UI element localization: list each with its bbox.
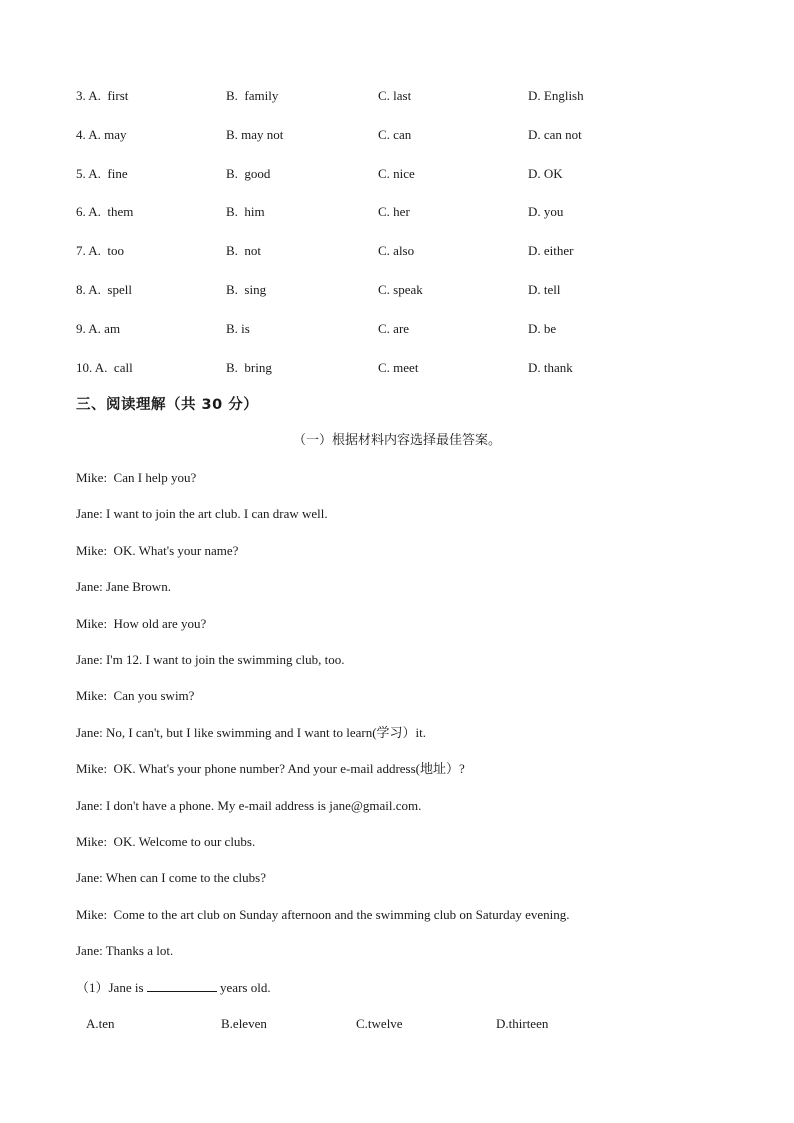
dialogue-line: Mike: How old are you? — [76, 616, 207, 631]
option-a: 4. A. may — [76, 127, 127, 142]
question-option-b: B.eleven — [221, 1016, 267, 1031]
dialogue-line: Mike: OK. What's your name? — [76, 543, 239, 558]
option-b: B. bring — [226, 360, 272, 375]
option-a: 5. A. fine — [76, 166, 128, 181]
dialogue-line: Jane: I don't have a phone. My e-mail address is jane@gmail.com. — [76, 798, 422, 813]
dialogue-line: Jane: When can I come to the clubs? — [76, 870, 266, 885]
dialogue-line: Mike: OK. What's your phone number? And your e-mail address(地址）? — [76, 761, 465, 776]
question-option-c: C.twelve — [356, 1016, 403, 1031]
section-subtitle: （一）根据材料内容选择最佳答案。 — [292, 433, 501, 448]
option-c: C. can — [378, 127, 412, 142]
dialogue-line: Mike: Can you swim? — [76, 688, 195, 703]
question-prefix: （1）Jane is — [76, 980, 147, 995]
question-option-a: A.ten — [86, 1016, 115, 1031]
dialogue-line: Jane: Jane Brown. — [76, 579, 171, 594]
option-d: D. either — [528, 243, 574, 258]
question-1 — [76, 979, 271, 997]
option-c: C. last — [378, 88, 412, 103]
dialogue-line: Jane: I'm 12. I want to join the swimming club, too. — [76, 652, 345, 667]
choice-row-7 — [0, 242, 794, 260]
option-b: B. good — [226, 166, 271, 181]
option-a: 3. A. first — [76, 88, 129, 103]
option-b: B. not — [226, 243, 262, 258]
choice-row-8 — [0, 281, 794, 299]
option-d: D. can not — [528, 127, 582, 142]
choice-row-6 — [0, 203, 794, 221]
option-b: B. sing — [226, 282, 267, 297]
dialogue-line: Mike: Can I help you? — [76, 470, 197, 485]
question-suffix: years old. — [216, 980, 271, 995]
option-a: 8. A. spell — [76, 282, 132, 297]
dialogue-line: Mike: Come to the art club on Sunday afternoon and the swimming club on Saturday evening. — [76, 907, 570, 922]
option-a: 6. A. them — [76, 204, 134, 219]
option-a: 7. A. too — [76, 243, 125, 258]
choice-row-10 — [0, 359, 794, 377]
answer-blank — [147, 979, 217, 992]
option-c: C. speak — [378, 282, 423, 297]
dialogue-line: Jane: I want to join the art club. I can draw well. — [76, 506, 328, 521]
choice-row-4 — [0, 126, 794, 144]
choice-row-5 — [0, 165, 794, 183]
option-c: C. nice — [378, 166, 415, 181]
dialogue-line: Jane: Thanks a lot. — [76, 943, 174, 958]
option-d: D. English — [528, 88, 584, 103]
option-c: C. her — [378, 204, 410, 219]
choice-row-3 — [0, 87, 794, 105]
option-d: D. be — [528, 321, 557, 336]
option-b: B. is — [226, 321, 250, 336]
option-d: D. thank — [528, 360, 573, 375]
option-a: 10. A. call — [76, 360, 133, 375]
option-d: D. you — [528, 204, 564, 219]
choice-row-9 — [0, 320, 794, 338]
dialogue-line: Mike: OK. Welcome to our clubs. — [76, 834, 256, 849]
option-c: C. also — [378, 243, 415, 258]
option-c: C. meet — [378, 360, 419, 375]
option-b: B. family — [226, 88, 279, 103]
option-b: B. may not — [226, 127, 284, 142]
option-c: C. are — [378, 321, 410, 336]
option-d: D. OK — [528, 166, 563, 181]
section-title: 三、阅读理解（共 30 分） — [76, 397, 259, 413]
dialogue-line: Jane: No, I can't, but I like swimming and I want to learn(学习）it. — [76, 725, 427, 740]
option-b: B. him — [226, 204, 265, 219]
question-option-d: D.thirteen — [496, 1016, 549, 1031]
option-d: D. tell — [528, 282, 561, 297]
option-a: 9. A. am — [76, 321, 121, 336]
